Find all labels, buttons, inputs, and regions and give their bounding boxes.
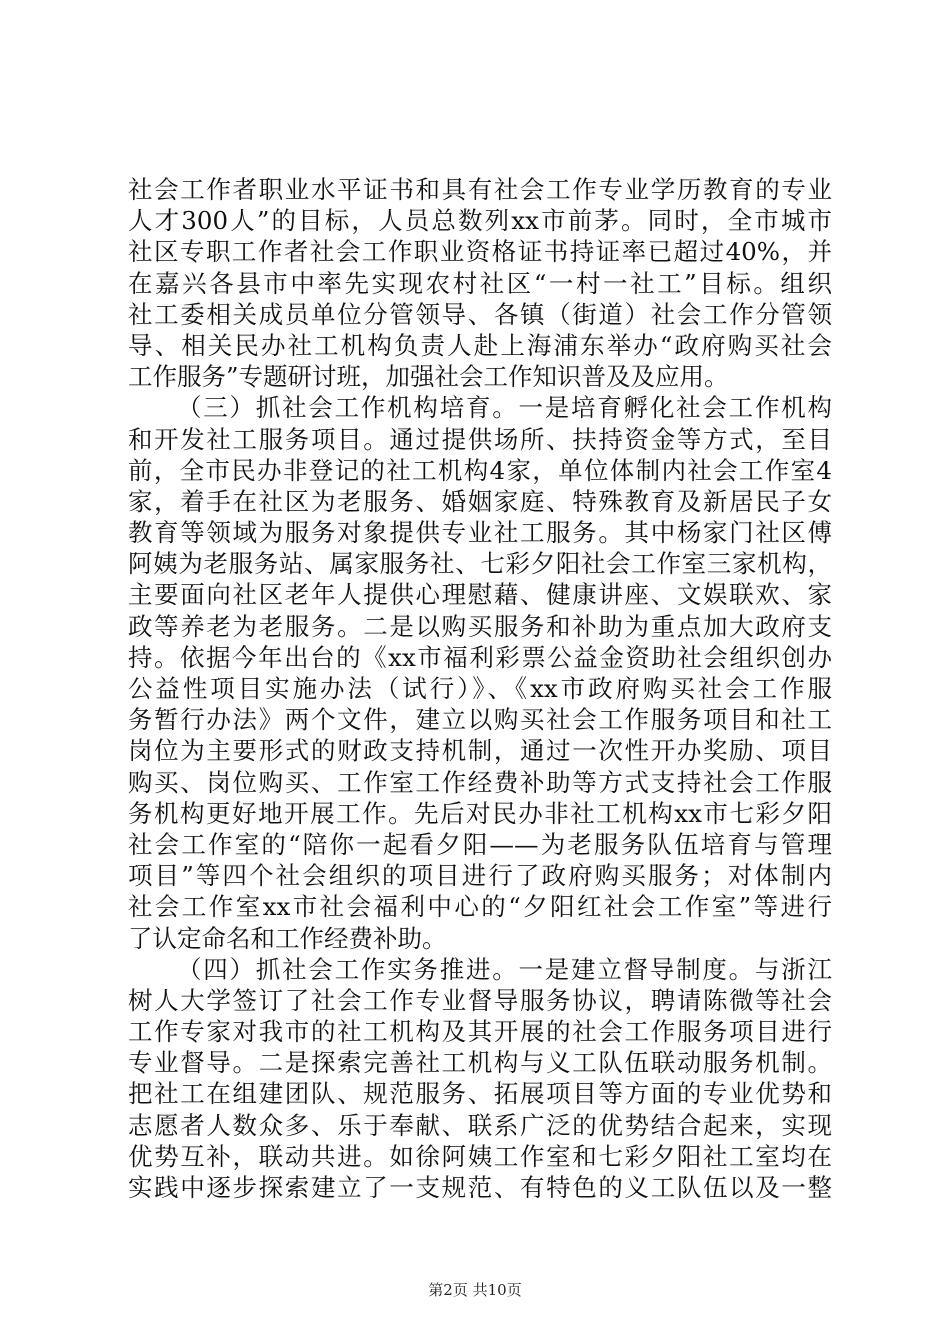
text-line: 在嘉兴各县市中率先实现农村社区“一村一社工”目标。组织 [128, 268, 832, 298]
text-line: 公益性项目实施办法（试行）》、《xx市政府购买社会工作服 [128, 674, 832, 703]
document-body [128, 174, 832, 1203]
text-line: 了认定命名和工作经费补助。 [128, 923, 447, 953]
text-line: 前，全市民办非登记的社工机构4家，单位体制内社会工作室4 [128, 455, 832, 485]
text-line: 志愿者人数众多、乐于奉献、联系广泛的优势结合起来，实现 [128, 1110, 832, 1140]
text-line: 树人大学签订了社会工作专业督导服务协议，聘请陈微等社会 [128, 985, 832, 1015]
section-heading-line: （三）抓社会工作机构培育。一是培育孵化社会工作机构 [177, 393, 832, 423]
text-line: 政等养老为老服务。二是以购买服务和补助为重点加大政府支 [128, 611, 832, 641]
text-line: 社工委相关成员单位分管领导、各镇（街道）社会工作分管领 [128, 299, 832, 329]
text-line: 务机构更好地开展工作。先后对民办非社工机构xx市七彩夕阳 [128, 798, 832, 828]
text-line: 社会工作室xx市社会福利中心的“夕阳红社会工作室”等进行 [128, 892, 832, 922]
text-line: 社会工作者职业水平证书和具有社会工作专业学历教育的专业 [128, 175, 832, 204]
text-line: 实践中逐步探索建立了一支规范、有特色的义工队伍以及一整 [128, 1173, 832, 1202]
text-line: 和开发社工服务项目。通过提供场所、扶持资金等方式，至目 [128, 424, 832, 454]
page-number-footer: 第2页 共10页 [428, 1281, 522, 1299]
text-line: 主要面向社区老年人提供心理慰藉、健康讲座、文娱联欢、家 [128, 580, 832, 610]
text-line: 务暂行办法》两个文件，建立以购买社会工作服务项目和社工 [128, 705, 832, 735]
text-line: 购买、岗位购买、工作室工作经费补助等方式支持社会工作服 [128, 767, 832, 797]
text-line: 专业督导。二是探索完善社工机构与义工队伍联动服务机制。 [128, 1048, 832, 1078]
section-heading-line: （四）抓社会工作实务推进。一是建立督导制度。与浙江 [177, 954, 832, 984]
text-line: 工作服务”专题研讨班，加强社会工作知识普及及应用。 [128, 362, 729, 392]
text-line: 阿姨为老服务站、属家服务社、七彩夕阳社会工作室三家机构， [128, 549, 832, 579]
text-line: 导、相关民办社工机构负责人赴上海浦东举办“政府购买社会 [128, 330, 832, 360]
text-line: 教育等领域为服务对象提供专业社工服务。其中杨家门社区傅 [128, 518, 832, 548]
text-line: 把社工在组建团队、规范服务、拓展项目等方面的专业优势和 [128, 1079, 832, 1109]
text-line: 岗位为主要形式的财政支持机制，通过一次性开办奖励、项目 [128, 736, 832, 766]
text-line: 持。依据今年出台的《xx市福利彩票公益金资助社会组织创办 [128, 642, 832, 672]
text-line: 项目”等四个社会组织的项目进行了政府购买服务；对体制内 [128, 861, 832, 891]
text-line: 社会工作室的“陪你一起看夕阳——为老服务队伍培育与管理 [128, 829, 832, 859]
text-line: 家，着手在社区为老服务、婚姻家庭、特殊教育及新居民子女 [128, 486, 832, 516]
text-line: 人才300人”的目标，人员总数列xx市前茅。同时，全市城市 [128, 206, 832, 236]
text-line: 社区专职工作者社会工作职业资格证书持证率已超过40%，并 [128, 237, 832, 267]
text-line: 工作专家对我市的社工机构及其开展的社会工作服务项目进行 [128, 1017, 832, 1047]
text-line: 优势互补，联动共进。如徐阿姨工作室和七彩夕阳社工室均在 [128, 1141, 832, 1171]
